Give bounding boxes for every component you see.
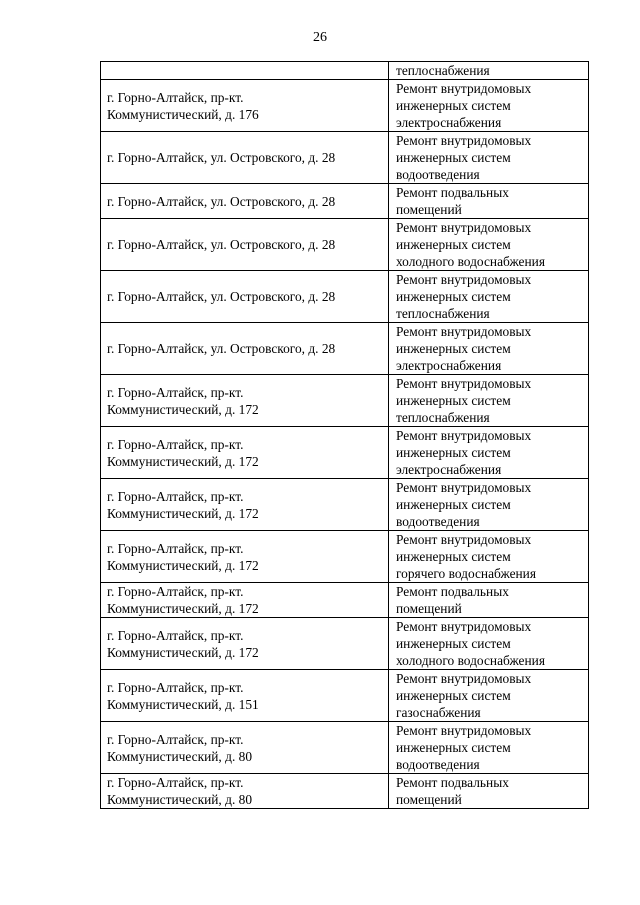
address-line: г. Горно-Алтайск, пр-кт. [107, 584, 244, 599]
work-type-line: Ремонт внутридомовых [396, 619, 532, 634]
work-type-cell [389, 618, 589, 670]
work-type-cell [389, 670, 589, 722]
table-row [101, 427, 589, 479]
work-type-cell [389, 62, 589, 80]
work-type-line: Ремонт внутридомовых [396, 480, 532, 495]
work-type-line: холодного водоснабжения [396, 254, 545, 269]
address-line: г. Горно-Алтайск, ул. Островского, д. 28 [107, 289, 336, 304]
table-row [101, 271, 589, 323]
table-row [101, 375, 589, 427]
work-type-line: теплоснабжения [396, 63, 490, 78]
address-line: г. Горно-Алтайск, пр-кт. [107, 731, 244, 747]
work-type-line: газоснабжения [396, 705, 481, 720]
address-line: Коммунистический, д. 176 [107, 106, 259, 122]
address-line: г. Горно-Алтайск, ул. Островского, д. 28 [107, 341, 336, 356]
table-row [101, 132, 589, 184]
work-type-line: Ремонт внутридомовых [396, 220, 532, 235]
table-row [101, 479, 589, 531]
work-type-line: помещений [396, 202, 462, 217]
work-type-line: инженерных систем [396, 688, 511, 703]
work-type-line: инженерных систем [396, 445, 511, 460]
work-type-cell [389, 427, 589, 479]
work-type-line: помещений [396, 601, 462, 616]
address-line: Коммунистический, д. 172 [107, 453, 259, 469]
work-type-line: Ремонт внутридомовых [396, 428, 532, 443]
page-number: 26 [313, 30, 327, 45]
address-line: г. Горно-Алтайск, пр-кт. [107, 436, 244, 452]
work-type-cell [389, 583, 589, 618]
work-type-line: холодного водоснабжения [396, 653, 545, 668]
address-cell [101, 219, 389, 271]
work-type-line: водоотведения [396, 167, 480, 182]
address-cell [101, 80, 389, 132]
work-type-cell [389, 184, 589, 219]
work-type-line: электроснабжения [396, 462, 502, 477]
address-line: г. Горно-Алтайск, ул. Островского, д. 28 [107, 193, 336, 209]
table-row [101, 722, 589, 774]
work-type-cell [389, 722, 589, 774]
work-type-line: инженерных систем [396, 289, 511, 304]
address-cell [101, 271, 389, 323]
address-line: г. Горно-Алтайск, ул. Островского, д. 28 [107, 150, 336, 165]
work-type-line: инженерных систем [396, 150, 511, 165]
work-type-line: инженерных систем [396, 393, 511, 408]
table-row [101, 80, 589, 132]
address-cell [101, 670, 389, 722]
work-type-line: теплоснабжения [396, 306, 490, 321]
work-type-cell [389, 219, 589, 271]
work-type-line: инженерных систем [396, 237, 511, 252]
work-type-line: горячего водоснабжения [396, 566, 537, 581]
work-type-cell [389, 479, 589, 531]
works-table-body [101, 62, 589, 809]
address-line: Коммунистический, д. 172 [107, 401, 259, 417]
work-type-line: инженерных систем [396, 98, 511, 113]
work-type-line: Ремонт внутридомовых [396, 81, 532, 96]
address-cell [101, 618, 389, 670]
address-cell [101, 62, 389, 80]
address-cell [101, 427, 389, 479]
work-type-cell [389, 323, 589, 375]
work-type-line: Ремонт внутридомовых [396, 671, 532, 686]
address-line: г. Горно-Алтайск, пр-кт. [107, 89, 244, 105]
work-type-line: Ремонт внутридомовых [396, 723, 532, 738]
work-type-cell [389, 774, 589, 809]
address-cell [101, 479, 389, 531]
work-type-line: инженерных систем [396, 549, 511, 564]
table-row [101, 531, 589, 583]
work-type-cell [389, 375, 589, 427]
work-type-line: водоотведения [396, 514, 480, 529]
work-type-line: электроснабжения [396, 115, 502, 130]
work-type-cell [389, 80, 589, 132]
table-row [101, 774, 589, 809]
work-type-line: теплоснабжения [396, 410, 490, 425]
table-row [101, 219, 589, 271]
work-type-line: водоотведения [396, 757, 480, 772]
work-type-line: Ремонт внутридомовых [396, 133, 532, 148]
work-type-line: инженерных систем [396, 740, 511, 755]
address-cell [101, 531, 389, 583]
address-line: Коммунистический, д. 172 [107, 557, 259, 573]
address-line: Коммунистический, д. 151 [107, 696, 259, 712]
table-row [101, 62, 589, 80]
work-type-cell [389, 531, 589, 583]
work-type-line: инженерных систем [396, 497, 511, 512]
address-line: Коммунистический, д. 172 [107, 505, 259, 521]
work-type-cell [389, 271, 589, 323]
address-cell [101, 375, 389, 427]
address-line: г. Горно-Алтайск, пр-кт. [107, 775, 244, 790]
address-line: г. Горно-Алтайск, пр-кт. [107, 488, 244, 504]
address-line: Коммунистический, д. 80 [107, 792, 253, 807]
table-row [101, 670, 589, 722]
address-cell [101, 323, 389, 375]
address-cell [101, 184, 389, 219]
address-cell [101, 132, 389, 184]
work-type-line: инженерных систем [396, 636, 511, 651]
work-type-line: Ремонт внутридомовых [396, 272, 532, 287]
address-cell [101, 583, 389, 618]
work-type-line: Ремонт подвальных [396, 584, 509, 599]
table-row [101, 323, 589, 375]
work-type-line: Ремонт подвальных [396, 775, 509, 790]
work-type-cell [389, 132, 589, 184]
address-line: г. Горно-Алтайск, ул. Островского, д. 28 [107, 237, 336, 252]
work-type-line: инженерных систем [396, 341, 511, 356]
address-line: Коммунистический, д. 172 [107, 644, 259, 660]
address-line: г. Горно-Алтайск, пр-кт. [107, 384, 244, 400]
address-line: Коммунистический, д. 80 [107, 748, 253, 764]
address-line: г. Горно-Алтайск, пр-кт. [107, 679, 244, 695]
address-line: г. Горно-Алтайск, пр-кт. [107, 627, 244, 643]
address-line: г. Горно-Алтайск, пр-кт. [107, 540, 244, 556]
table-row [101, 618, 589, 670]
address-cell [101, 722, 389, 774]
work-type-line: Ремонт подвальных [396, 185, 509, 200]
address-line: Коммунистический, д. 172 [107, 601, 259, 616]
address-cell [101, 774, 389, 809]
work-type-line: Ремонт внутридомовых [396, 532, 532, 547]
work-type-line: помещений [396, 792, 462, 807]
work-type-line: электроснабжения [396, 358, 502, 373]
table-row [101, 184, 589, 219]
works-table [100, 61, 589, 809]
table-row [101, 583, 589, 618]
work-type-line: Ремонт внутридомовых [396, 376, 532, 391]
work-type-line: Ремонт внутридомовых [396, 324, 532, 339]
